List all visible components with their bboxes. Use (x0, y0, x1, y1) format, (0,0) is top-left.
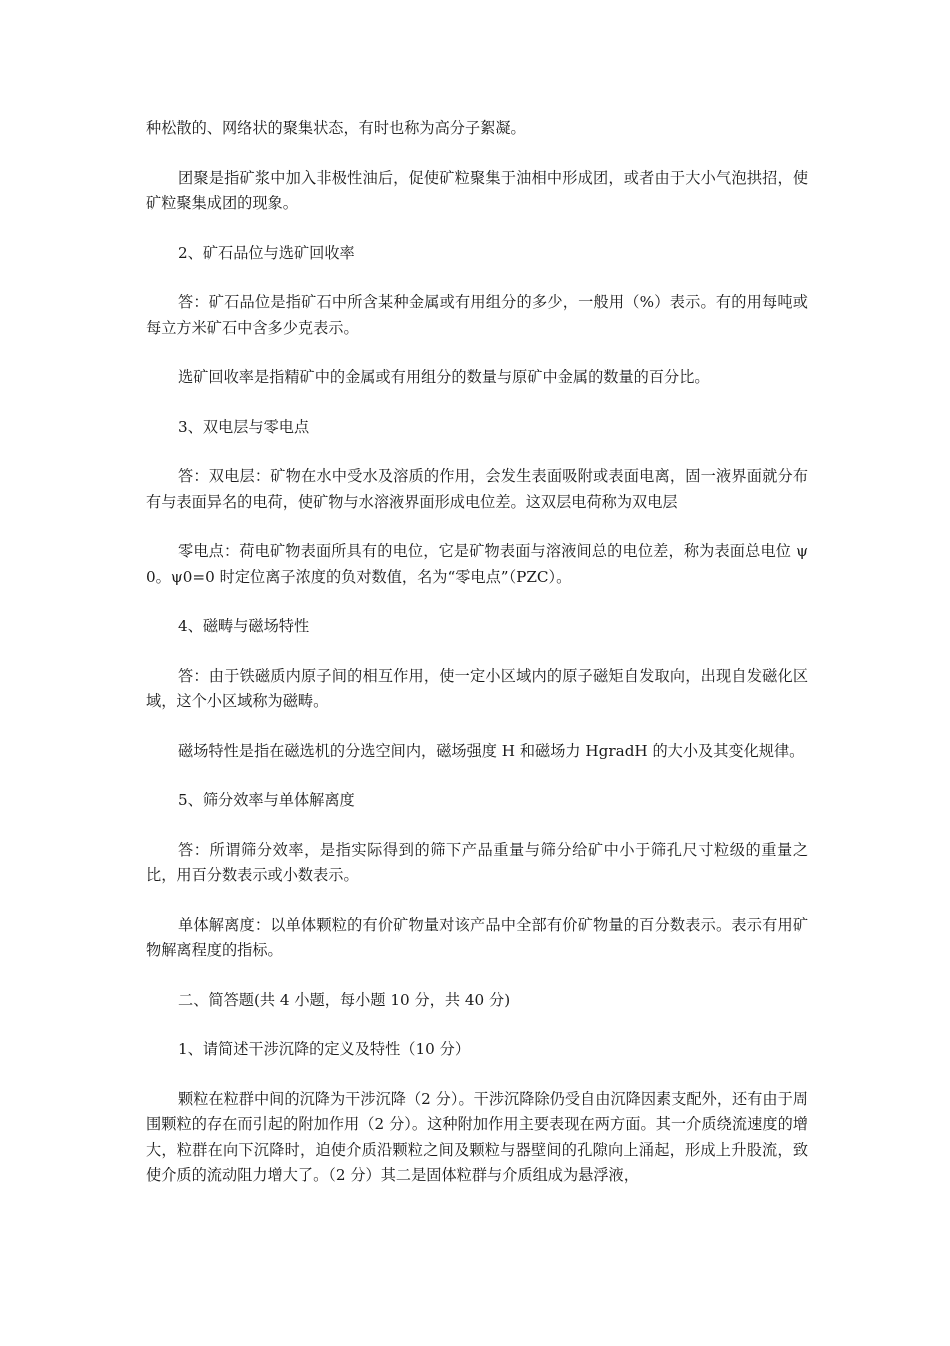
answer-paragraph: 答：由于铁磁质内原子间的相互作用，使一定小区域内的原子磁矩自发取向，出现自发磁化区域，这个小区域称为磁畴。 (146, 666, 808, 710)
paragraph: 零电点：荷电矿物表面所具有的电位，它是矿物表面与溶液间总的电位差，称为表面总电位 ψ0。ψ0=0 时定位离子浓度的负对数值，名为“零电点”（PZC）。 (146, 542, 808, 586)
paragraph: 团聚是指矿浆中加入非极性油后，促使矿粒聚集于油相中形成团，或者由于大小气泡拱招，使矿粒聚集成团的现象。 (146, 168, 808, 212)
paragraph: 单体解离度：以单体颗粒的有价矿物量对该产品中全部有价矿物量的百分数表示。表示有用矿物解离程度的指标。 (146, 915, 808, 959)
paragraph: 选矿回收率是指精矿中的金属或有用组分的数量与原矿中金属的数量的百分比。 (178, 368, 710, 386)
answer-paragraph: 答：所谓筛分效率，是指实际得到的筛下产品重量与筛分给矿中小于筛孔尺寸粒级的重量之比，用百分数表示或小数表示。 (146, 840, 808, 884)
document-body (146, 116, 808, 1213)
question-heading: 1、请简述干涉沉降的定义及特性（10 分） (178, 1040, 471, 1058)
answer-paragraph: 颗粒在粒群中间的沉降为干涉沉降（2 分）。干涉沉降除仍受自由沉降因素支配外，还有由于周围颗粒的存在而引起的附加作用（2 分）。这种附加作用主要表现在两方面。其一介质绕流速度的增大，粒群在向下沉降时，迫使介质沿颗粒之间及颗粒与器壁间的孔隙向上涌起，形成上升股流，致使介质的流动阻力增大了。（2 分）其二是固体粒群与介质组成为悬浮液， (146, 1089, 808, 1184)
question-heading: 4、磁畴与磁场特性 (178, 617, 310, 635)
answer-paragraph: 答：双电层：矿物在水中受水及溶质的作用，会发生表面吸附或表面电离，固一液界面就分布有与表面异名的电荷，使矿物与水溶液界面形成电位差。这双层电荷称为双电层 (146, 467, 808, 511)
answer-paragraph: 答：矿石品位是指矿石中所含某种金属或有用组分的多少，一般用（%）表示。有的用每吨或每立方米矿石中含多少克表示。 (146, 293, 808, 337)
paragraph: 磁场特性是指在磁选机的分选空间内，磁场强度 H 和磁场力 HgradH 的大小及其变化规律。 (178, 741, 805, 760)
paragraph: 种松散的、网络状的聚集状态，有时也称为高分子絮凝。 (146, 119, 526, 137)
question-heading: 5、筛分效率与单体解离度 (178, 791, 355, 809)
section-heading: 二、简答题(共 4 小题，每小题 10 分，共 40 分) (178, 990, 511, 1009)
question-heading: 2、矿石品位与选矿回收率 (178, 243, 355, 262)
question-heading: 3、双电层与零电点 (178, 417, 310, 436)
